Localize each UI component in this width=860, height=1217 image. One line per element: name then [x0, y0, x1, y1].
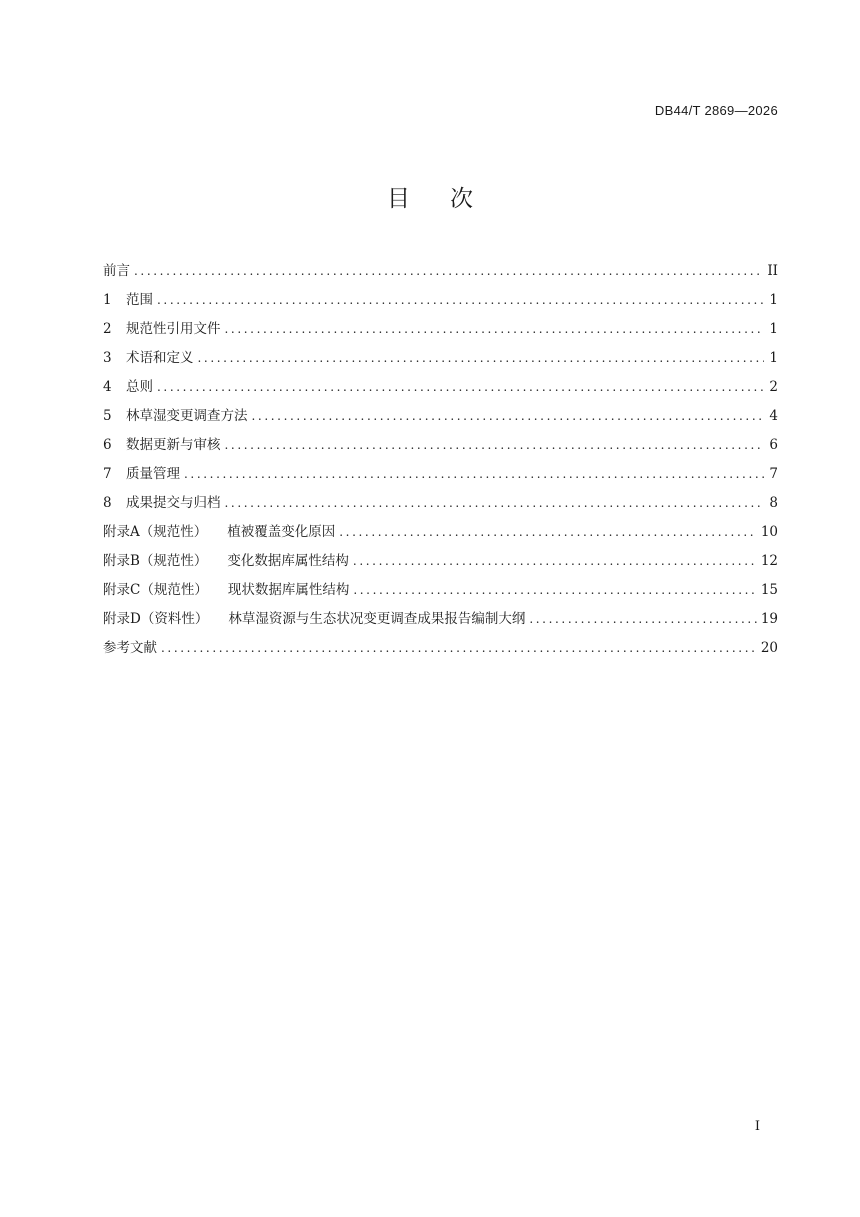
- toc-entry-label: 现状数据库属性结构: [227, 582, 350, 598]
- toc-dot-leader: [529, 612, 756, 626]
- toc-dot-leader: [184, 467, 764, 481]
- toc-dot-leader: [225, 438, 765, 452]
- toc-dot-leader: [353, 583, 756, 597]
- toc-entry-label: 变化数据库属性结构: [227, 553, 349, 569]
- toc-dot-leader: [252, 409, 765, 423]
- toc-entry-page: II: [767, 263, 778, 279]
- toc-dot-leader: [157, 293, 764, 307]
- toc-dot-leader: [225, 322, 765, 336]
- toc-appendix-prefix: 附录A（规范性）: [103, 524, 208, 540]
- toc-dot-leader: [198, 351, 765, 365]
- toc-entry-number: 5: [103, 408, 112, 424]
- toc-entry-page: 19: [760, 611, 778, 627]
- toc-entry-bibliography[interactable]: [103, 636, 778, 665]
- toc-appendix-prefix: 附录D（资料性）: [103, 611, 209, 627]
- toc-entry-page: 15: [760, 582, 778, 598]
- page-title: [0, 180, 860, 213]
- toc-appendix-prefix: 附录B（规范性）: [103, 553, 208, 569]
- toc-entry-label: 成果提交与归档: [126, 495, 221, 511]
- toc-entry-page: 1: [769, 350, 778, 366]
- toc-entry-data-update[interactable]: [103, 433, 778, 462]
- toc-entry-page: 20: [760, 640, 778, 656]
- toc-entry-terms[interactable]: [103, 346, 778, 375]
- toc-dot-leader: [339, 525, 757, 539]
- toc-entry-page: 2: [769, 379, 778, 395]
- toc-entry-label: 植被覆盖变化原因: [227, 524, 336, 540]
- toc-entry-label: 林草湿变更调查方法: [126, 408, 248, 424]
- toc-entry-quality-management[interactable]: [103, 462, 778, 491]
- toc-entry-number: 6: [103, 437, 112, 453]
- toc-entry-number: 7: [103, 466, 112, 482]
- title-char-1: 目: [387, 186, 410, 212]
- toc-dot-leader: [134, 264, 763, 278]
- toc-entry-label: 质量管理: [126, 466, 180, 482]
- toc-entry-normative-references[interactable]: [103, 317, 778, 346]
- toc-entry-label: 规范性引用文件: [126, 321, 221, 337]
- toc-entry-label: 参考文献: [103, 640, 157, 656]
- toc-entry-label: 林草湿资源与生态状况变更调查成果报告编制大纲: [228, 611, 526, 627]
- document-code: DB44/T 2869—2026: [654, 103, 778, 118]
- toc-entry-page: 4: [769, 408, 778, 424]
- toc-entry-appendix-c[interactable]: [103, 578, 778, 607]
- toc-entry-page: 8: [769, 495, 778, 511]
- toc-entry-page: 7: [769, 466, 778, 482]
- table-of-contents: [103, 259, 778, 665]
- toc-entry-label: 数据更新与审核: [126, 437, 221, 453]
- toc-entry-page: 1: [769, 292, 778, 308]
- toc-dot-leader: [157, 380, 764, 394]
- title-char-2: 次: [450, 186, 473, 212]
- toc-entry-results-submission[interactable]: [103, 491, 778, 520]
- toc-entry-label: 总则: [126, 379, 153, 395]
- toc-entry-number: 1: [103, 292, 112, 308]
- toc-entry-number: 2: [103, 321, 112, 337]
- toc-entry-page: 10: [760, 524, 778, 540]
- toc-entry-appendix-b[interactable]: [103, 549, 778, 578]
- toc-entry-page: 1: [769, 321, 778, 337]
- toc-entry-number: 8: [103, 495, 112, 511]
- toc-entry-page: 6: [769, 437, 778, 453]
- toc-entry-foreword[interactable]: [103, 259, 778, 288]
- toc-entry-label: 前言: [103, 263, 130, 279]
- toc-entry-label: 范围: [126, 292, 153, 308]
- page-number: I: [754, 1119, 760, 1134]
- toc-entry-number: 4: [103, 379, 112, 395]
- toc-dot-leader: [161, 641, 757, 655]
- toc-entry-appendix-d[interactable]: [103, 607, 778, 636]
- toc-entry-label: 术语和定义: [126, 350, 194, 366]
- toc-entry-general[interactable]: [103, 375, 778, 404]
- toc-entry-number: 3: [103, 350, 112, 366]
- toc-entry-page: 12: [760, 553, 778, 569]
- toc-dot-leader: [353, 554, 757, 568]
- toc-entry-appendix-a[interactable]: [103, 520, 778, 549]
- toc-dot-leader: [225, 496, 765, 510]
- toc-entry-scope[interactable]: [103, 288, 778, 317]
- toc-entry-survey-methods[interactable]: [103, 404, 778, 433]
- toc-appendix-prefix: 附录C（规范性）: [103, 582, 208, 598]
